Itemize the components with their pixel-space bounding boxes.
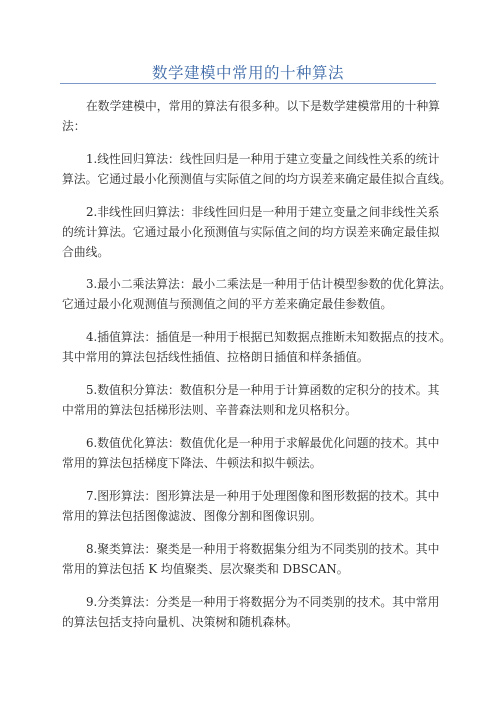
paragraph-7 <box>62 486 440 526</box>
text-line: 2.非线性回归算法：非线性回归是一种用于建立变量之间非线性关系 <box>86 205 440 219</box>
text-line: 的统计算法。它通过最小化预测值与实际值之间的均方误差来确定最佳拟 <box>62 225 440 239</box>
text-line: 4.插值算法：插值是一种用于根据已知数据点推断未知数据点的技术。 <box>86 330 452 344</box>
text-line: 8.聚类算法：聚类是一种用于将数据集分组为不同类别的技术。其中 <box>86 542 440 556</box>
paragraph-5 <box>62 380 440 420</box>
paragraph-6 <box>62 433 440 473</box>
paragraph-9 <box>62 592 440 632</box>
text-line: 其中常用的算法包括线性插值、拉格朗日插值和样条插值。 <box>62 350 369 364</box>
text-line: 6.数值优化算法：数值优化是一种用于求解最优化问题的技术。其中 <box>86 436 440 450</box>
text-line: 常用的算法包括 K 均值聚类、层次聚类和 DBSCAN。 <box>62 562 349 576</box>
text-line: 中常用的算法包括梯形法则、辛普森法则和龙贝格积分。 <box>62 403 357 417</box>
text-line: 合曲线。 <box>62 245 110 259</box>
title-underline <box>60 83 436 84</box>
text-line: 的算法包括支持向量机、决策树和随机森林。 <box>62 615 298 629</box>
text-line: 它通过最小化观测值与预测值之间的平方差来确定最佳参数值。 <box>62 297 393 311</box>
text-line: 9.分类算法：分类是一种用于将数据分为不同类别的技术。其中常用 <box>86 595 440 609</box>
text-line: 算法。它通过最小化预测值与实际值之间的均方误差来确定最佳拟合直线。 <box>62 172 452 186</box>
text-line: 3.最小二乘法算法：最小二乘法是一种用于估计模型参数的优化算法。 <box>86 277 452 291</box>
paragraph-2 <box>62 202 440 262</box>
text-line: 在数学建模中，常用的算法有很多种。以下是数学建模常用的十种算 <box>86 99 440 113</box>
text-line: 法： <box>62 119 86 133</box>
paragraph-1 <box>62 149 452 189</box>
text-line: 1.线性回归算法：线性回归是一种用于建立变量之间线性关系的统计 <box>86 152 440 166</box>
paragraph-4 <box>62 327 452 367</box>
text-line: 常用的算法包括梯度下降法、牛顿法和拟牛顿法。 <box>62 456 322 470</box>
paragraph-3 <box>62 274 452 314</box>
document-title: 数学建模中常用的十种算法 <box>151 64 344 82</box>
paragraph-8 <box>62 539 440 579</box>
text-line: 5.数值积分算法：数值积分是一种用于计算函数的定积分的技术。其 <box>86 383 440 397</box>
text-line: 7.图形算法：图形算法是一种用于处理图像和图形数据的技术。其中 <box>86 489 440 503</box>
text-line: 常用的算法包括图像滤波、图像分割和图像识别。 <box>62 509 322 523</box>
intro-paragraph <box>62 96 440 136</box>
